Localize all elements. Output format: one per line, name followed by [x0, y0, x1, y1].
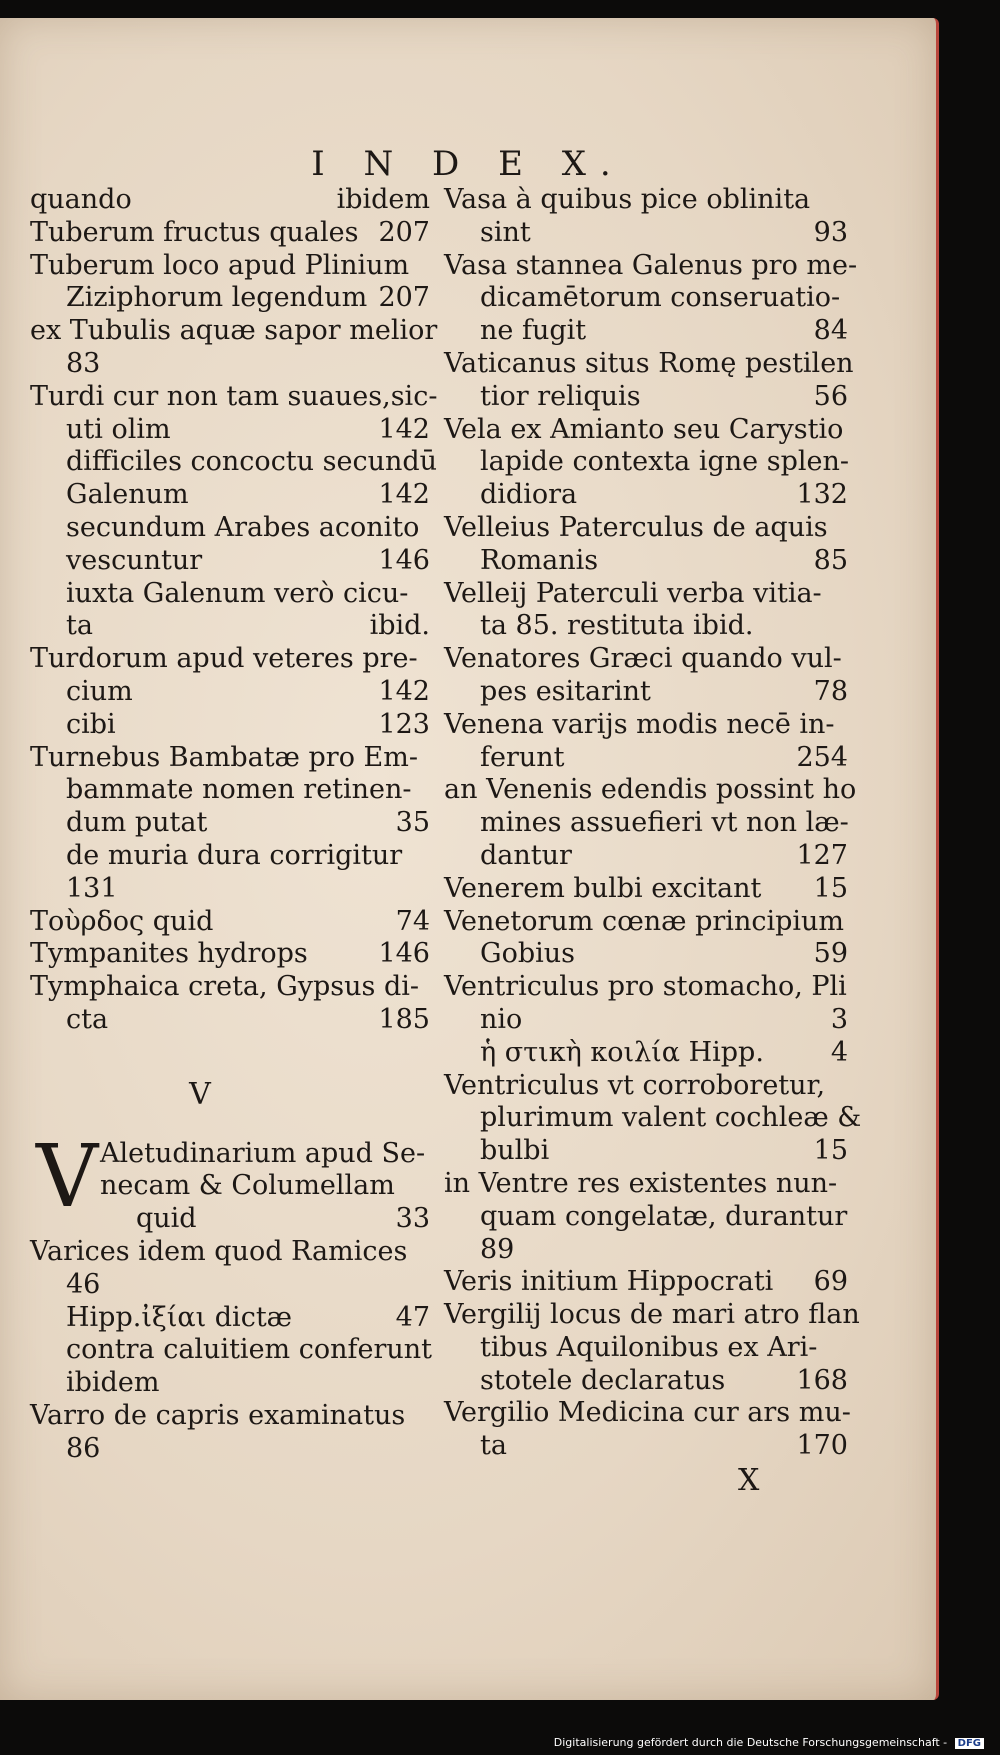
entry-line — [444, 742, 848, 775]
index-entry — [444, 578, 848, 644]
entry-line — [30, 446, 438, 479]
index-entry — [30, 971, 430, 1037]
page-number: 69 — [813, 1266, 848, 1298]
entry-text: tibus Aquilonibus ex Ari- — [480, 1331, 818, 1363]
entry-text: 86 — [66, 1432, 101, 1464]
entry-line — [30, 971, 430, 1004]
page-number: 84 — [813, 315, 848, 347]
entry-text: ta — [480, 1430, 507, 1462]
index-entry — [444, 512, 848, 578]
index-entry — [30, 906, 430, 939]
index-entry — [30, 938, 430, 971]
entry-line — [444, 1299, 860, 1332]
entry-text: Veris initium Hippocrati — [444, 1266, 774, 1298]
entry-line — [444, 512, 848, 545]
entry-line — [444, 938, 848, 971]
entry-text: dicamētorum conseruatio- — [480, 282, 841, 314]
index-entry — [444, 971, 848, 1069]
index-entry — [444, 249, 858, 348]
entry-line — [30, 1269, 430, 1302]
index-entry — [30, 184, 430, 217]
entry-text: quando — [30, 184, 132, 215]
entry-line — [444, 1201, 848, 1234]
page-number: 254 — [796, 741, 848, 773]
entry-line — [444, 676, 848, 709]
entry-text: Gobius — [480, 938, 575, 970]
page-number: 15 — [813, 1135, 848, 1167]
page-number: 207 — [378, 216, 430, 248]
index-entry — [30, 315, 438, 381]
entry-text: Tuberum fructus quales — [30, 216, 359, 248]
dfg-logo: DFG — [955, 1738, 984, 1749]
index-entry — [444, 1299, 860, 1397]
entry-text: ferunt — [480, 741, 565, 773]
entry-line — [444, 1365, 848, 1398]
entry-text: bammate nomen retinen- — [66, 774, 412, 806]
entry-line — [444, 381, 848, 414]
page-number: 56 — [813, 380, 848, 412]
entry-line — [444, 578, 848, 611]
page-number: 85 — [813, 544, 848, 576]
entry-text: Venatores Græci quando vul- — [444, 643, 842, 675]
entry-line — [444, 1135, 848, 1168]
entry-text: Vasa stannea Galenus pro me- — [444, 249, 858, 281]
entry-text: Turnebus Bambatæ pro Em- — [30, 741, 418, 773]
index-entry — [444, 1397, 851, 1463]
entry-text: mines assuefieri vt non læ- — [480, 807, 849, 839]
entry-text: vescuntur — [66, 544, 203, 576]
entry-line — [30, 906, 430, 939]
entry-line — [444, 1332, 848, 1365]
entry-text: Ventriculus pro stomacho, Pli — [444, 971, 847, 1003]
entry-text: Varro de capris examinatus — [30, 1399, 406, 1431]
entry-line — [30, 250, 430, 283]
entry-text: Hipp.ἰξίαι dictæ — [66, 1301, 293, 1333]
index-entry — [444, 347, 854, 414]
entry-line — [444, 1102, 862, 1135]
entry-text: cium — [66, 675, 133, 707]
entry-text: uti olim — [66, 413, 171, 445]
index-entry — [444, 709, 848, 775]
entry-line — [30, 1367, 430, 1400]
entry-line — [444, 1070, 848, 1103]
entry-text: Τοὺρδος quid — [30, 905, 214, 937]
entry-line — [30, 1302, 430, 1335]
entry-line — [444, 873, 848, 906]
entry-text: quam congelatæ, durantur — [480, 1200, 848, 1232]
entry-line — [30, 545, 430, 578]
page-number: 170 — [796, 1430, 848, 1462]
index-entry — [30, 217, 430, 250]
entry-line — [444, 1266, 848, 1299]
entry-line — [30, 217, 430, 250]
page-number: 59 — [813, 938, 848, 970]
entry-text: Venena varijs modis necē in- — [444, 708, 835, 740]
entry-text: Turdorum apud veteres pre- — [30, 643, 418, 675]
entry-text: ex Tubulis aquæ sapor melior — [30, 315, 438, 347]
entry-text: in Ventre res existentes nun- — [444, 1167, 838, 1199]
page-number: 132 — [796, 479, 848, 511]
entry-text: Vasa à quibus pice oblinita — [444, 184, 811, 215]
entry-text: Tympanites hydrops — [30, 938, 308, 970]
entry-text: an Venenis edendis possint ho — [444, 774, 857, 806]
entry-text: ta — [66, 610, 93, 642]
entry-line — [100, 1138, 430, 1171]
page-number: 142 — [378, 675, 430, 707]
page-header: I N D E X. — [311, 144, 625, 184]
index-entry — [444, 906, 848, 972]
entry-line — [30, 643, 430, 676]
page-number: 207 — [378, 282, 430, 314]
page-number: 33 — [395, 1203, 430, 1235]
footer-text: Digitalisierung gefördert durch die Deutsche Forschungsgemeinschaft - — [553, 1736, 948, 1749]
entry-line — [444, 479, 848, 512]
entry-text: Venetorum cœnæ principium — [444, 905, 845, 937]
entry-text: Turdi cur non tam suaues,sic- — [30, 380, 438, 412]
entry-line — [444, 1234, 848, 1267]
entry-text: tior reliquis — [480, 380, 641, 412]
digitization-footer — [554, 1736, 984, 1749]
entry-text: de muria dura corrigitur — [66, 839, 403, 871]
index-entry — [444, 184, 848, 250]
index-entry — [30, 643, 430, 741]
entry-text: 83 — [66, 347, 101, 379]
index-entry — [444, 774, 857, 872]
index-entry — [30, 1235, 433, 1400]
page-number: 35 — [395, 807, 430, 839]
entry-text: secundum Arabes aconito — [66, 511, 420, 543]
entry-line — [444, 217, 848, 250]
index-entry — [444, 1266, 848, 1299]
entry-text: Ziziphorum legendum — [66, 282, 368, 314]
page-number: 4 — [830, 1036, 848, 1068]
entry-text: Velleius Paterculus de aquis — [444, 511, 828, 543]
page-number: 47 — [395, 1301, 430, 1333]
entry-line — [444, 906, 848, 939]
entry-line — [30, 315, 438, 348]
drop-cap: V — [36, 1126, 99, 1227]
index-entry — [30, 1400, 430, 1466]
entry-text: Tymphaica creta, Gypsus di- — [30, 971, 420, 1003]
entry-line — [30, 1433, 430, 1466]
index-entry — [30, 380, 438, 643]
section-letter: V — [189, 1076, 211, 1112]
entry-line — [444, 1430, 848, 1463]
entry-line — [30, 380, 438, 414]
page-number: ibidem — [336, 184, 430, 215]
entry-text: Venerem bulbi excitant — [444, 872, 762, 904]
entry-text: 89 — [480, 1233, 515, 1265]
entry-line — [444, 807, 848, 840]
page-number: 146 — [378, 938, 430, 970]
entry-line — [444, 545, 848, 578]
index-entry — [444, 414, 848, 512]
entry-text: Ventriculus vt corroboretur, — [444, 1069, 826, 1101]
entry-line — [444, 1004, 848, 1037]
entry-line — [30, 709, 430, 742]
entry-text: cibi — [66, 708, 116, 740]
entry-text: nio — [480, 1003, 523, 1035]
entry-text: Varices idem quod Ramices — [30, 1235, 408, 1267]
index-entry — [444, 873, 848, 906]
page-number: 123 — [378, 708, 430, 740]
page-number: 78 — [813, 675, 848, 707]
entry-line — [30, 873, 430, 906]
entry-line — [30, 1334, 433, 1367]
page-number: 15 — [813, 872, 848, 904]
entry-text: 46 — [66, 1268, 101, 1300]
entry-line — [444, 1168, 848, 1201]
entry-line — [30, 414, 430, 447]
index-entry — [444, 1069, 862, 1168]
page-number: 127 — [796, 839, 848, 871]
signature-mark: X — [738, 1463, 760, 1498]
entry-text: lapide contexta igne splen- — [480, 446, 849, 478]
entry-line — [30, 938, 430, 971]
entry-line — [444, 249, 858, 283]
entry-text: quid — [136, 1203, 197, 1235]
page-number: 168 — [796, 1364, 848, 1396]
page-number: 185 — [378, 1003, 430, 1035]
entry-line — [30, 774, 430, 807]
entry-line — [444, 971, 848, 1004]
entry-text: contra caluitiem conferunt — [66, 1334, 433, 1366]
page-number: 74 — [395, 905, 430, 937]
entry-text: Tuberum loco apud Plinium — [30, 249, 410, 281]
entry-text: sint — [480, 216, 531, 248]
page-number: 142 — [378, 479, 430, 511]
entry-line — [444, 184, 848, 217]
entry-line — [30, 282, 430, 315]
entry-line — [30, 742, 430, 775]
index-entry — [30, 250, 430, 316]
entry-line — [444, 1397, 851, 1430]
entry-line — [30, 184, 430, 217]
entry-text: Vela ex Amianto seu Carystio — [444, 413, 844, 445]
entry-text: Vergilio Medicina cur ars mu- — [444, 1397, 851, 1429]
index-entry — [444, 1168, 848, 1266]
entry-line — [30, 1004, 430, 1037]
entry-line — [444, 315, 848, 348]
entry-line — [444, 840, 848, 873]
entry-line — [30, 1236, 430, 1269]
entry-line — [30, 479, 430, 512]
entry-line — [444, 347, 854, 381]
entry-line — [30, 676, 430, 709]
entry-line — [444, 414, 848, 447]
index-entry — [30, 1126, 430, 1236]
entry-text: didiora — [480, 479, 578, 511]
page-number: ibid. — [369, 610, 430, 642]
entry-line — [100, 1170, 430, 1203]
entry-text: 131 — [66, 872, 118, 904]
entry-text: ne fugit — [480, 315, 587, 347]
entry-text: Vaticanus situs Romę pestilen — [444, 347, 854, 379]
entry-text: ibidem — [66, 1367, 160, 1399]
index-entry — [30, 742, 430, 906]
entry-text: Aletudinarium apud Se- — [100, 1137, 426, 1169]
entry-line — [30, 512, 430, 545]
index-column-right — [444, 184, 862, 1463]
entry-text: stotele declaratus — [480, 1364, 726, 1396]
entry-text: ta 85. restituta ibid. — [480, 610, 754, 642]
entry-text: dantur — [480, 839, 572, 871]
page-number: 146 — [378, 544, 430, 576]
entry-line — [444, 446, 848, 479]
entry-text: ἡ στικὴ κοιλία Hipp. — [480, 1036, 764, 1068]
entry-line — [444, 610, 848, 643]
entry-text: necam & Columellam — [100, 1170, 395, 1202]
entry-text: dum putat — [66, 807, 208, 839]
entry-line — [30, 807, 430, 840]
entry-line — [30, 578, 430, 611]
index-entry — [444, 643, 848, 709]
entry-line — [100, 1203, 430, 1236]
entry-text: bulbi — [480, 1135, 550, 1167]
entry-line — [444, 282, 848, 315]
entry-line — [30, 348, 430, 381]
entry-line — [30, 610, 430, 643]
book-page — [0, 18, 939, 1700]
entry-text: Vergilij locus de mari atro flan — [444, 1299, 860, 1331]
entry-line — [30, 840, 430, 873]
entry-text: cta — [66, 1003, 109, 1035]
entry-line — [444, 1037, 848, 1070]
entry-line — [444, 643, 848, 676]
page-number: 142 — [378, 413, 430, 445]
entry-line — [444, 709, 848, 742]
entry-text: plurimum valent cochleæ & — [480, 1102, 862, 1134]
entry-text: difficiles concoctu secundū — [66, 446, 438, 478]
entry-text: Velleij Paterculi verba vitia- — [444, 577, 822, 609]
index-column-left — [30, 184, 438, 1465]
entry-text: Galenum — [66, 479, 189, 511]
entry-text: pes esitarint — [480, 675, 651, 707]
entry-line — [30, 1400, 430, 1433]
entry-text: iuxta Galenum verò cicu- — [66, 577, 409, 609]
page-number: 93 — [813, 216, 848, 248]
entry-text: Romanis — [480, 544, 599, 576]
entry-line — [444, 774, 857, 807]
page-number: 3 — [830, 1003, 848, 1035]
